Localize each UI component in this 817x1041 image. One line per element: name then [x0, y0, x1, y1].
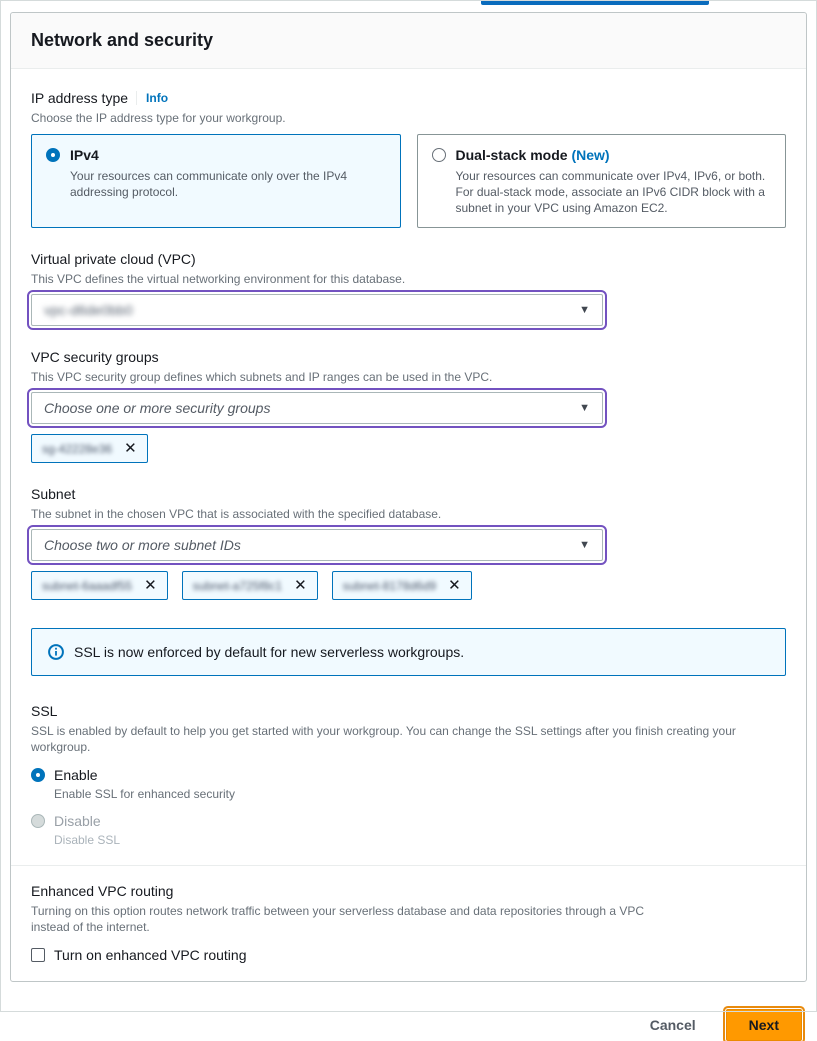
vpc-description: This VPC defines the virtual networking environment for this database. [31, 272, 406, 286]
card-header [11, 13, 806, 69]
ip-address-type-label: IP address type [31, 90, 129, 106]
dismiss-icon[interactable]: ✕ [124, 440, 137, 457]
info-link[interactable]: Info [136, 91, 168, 105]
token-label: sg-42228e36 [42, 441, 113, 456]
vpc-select[interactable] [31, 294, 603, 326]
radio-unchecked-icon[interactable] [432, 148, 446, 162]
tile-content [456, 146, 772, 216]
next-button[interactable]: Next [726, 1009, 802, 1041]
subnet-select-wrap [31, 529, 603, 561]
radio-checked-icon[interactable] [46, 148, 60, 162]
ssl-option-enable[interactable] [31, 766, 786, 801]
tile-content [70, 146, 386, 216]
enhanced-vpc-routing-checkbox-row [31, 947, 786, 963]
security-groups-select[interactable] [31, 392, 603, 424]
field-ip-address-type [31, 89, 786, 228]
radio-content [54, 812, 120, 847]
vpc-selected-value: vpc-d6de0bb0 [44, 302, 133, 318]
checkbox-unchecked-icon[interactable] [31, 948, 45, 962]
token-subnet [332, 571, 472, 600]
field-enhanced-vpc-routing [31, 882, 786, 963]
radio-checked-icon[interactable] [31, 768, 45, 782]
ssl-option-disable [31, 812, 786, 847]
token-label: subnet-8178d6d9 [342, 578, 437, 593]
enhanced-vpc-routing-label: Enhanced VPC routing [31, 883, 174, 899]
ssl-disable-label: Disable [54, 813, 101, 829]
ssl-description: SSL is enabled by default to help you get started with your workgroup. You can change the SSL settings after you finish creating your workgroup. [31, 724, 736, 754]
subnet-label: Subnet [31, 486, 76, 502]
dual-stack-label [456, 146, 772, 164]
token-label: subnet-a725f8c1 [192, 578, 283, 593]
ipv4-label: IPv4 [70, 147, 99, 163]
radio-tile-ipv4[interactable] [31, 134, 401, 228]
token-subnet [182, 571, 318, 600]
chevron-down-icon: ▼ [579, 303, 590, 316]
token-label: subnet-6aaadf55 [42, 578, 133, 593]
dual-stack-description: Your resources can communicate over IPv4, IPv6, or both. For dual-stack mode, associate an IPv6 CIDR block with a subnet in your VPC using Amazon EC2. [455, 169, 766, 215]
network-security-card [10, 12, 807, 982]
card-title: Network and security [31, 30, 214, 50]
ipv4-description: Your resources can communicate only over the IPv4 addressing protocol. [70, 169, 348, 199]
field-ssl [31, 702, 786, 847]
security-group-tokens [31, 434, 786, 463]
radio-content [54, 766, 235, 801]
card-body [11, 69, 806, 981]
chevron-down-icon: ▼ [579, 401, 590, 414]
token-subnet [31, 571, 168, 600]
dual-stack-label-text: Dual-stack mode [455, 147, 568, 163]
ssl-label: SSL [31, 703, 58, 719]
field-vpc [31, 250, 786, 326]
new-badge: (New) [571, 147, 610, 163]
enhanced-vpc-routing-checkbox-label[interactable]: Turn on enhanced VPC routing [54, 947, 247, 963]
dismiss-icon[interactable]: ✕ [448, 577, 461, 594]
ip-address-type-options [31, 134, 786, 228]
cancel-button[interactable]: Cancel [646, 1011, 700, 1039]
security-groups-description: This VPC security group defines which subnets and IP ranges can be used in the VPC. [31, 370, 493, 384]
vpc-select-wrap [31, 294, 603, 326]
vpc-label: Virtual private cloud (VPC) [31, 251, 196, 267]
field-subnet [31, 485, 786, 600]
ssl-disable-description: Disable SSL [54, 833, 121, 847]
partial-button-top[interactable] [481, 0, 709, 5]
subnet-description: The subnet in the chosen VPC that is associated with the specified database. [31, 507, 442, 521]
ip-address-type-label-row [31, 89, 786, 107]
radio-tile-dual-stack[interactable] [417, 134, 787, 228]
radio-disabled-icon [31, 814, 45, 828]
token-security-group [31, 434, 148, 463]
dismiss-icon[interactable]: ✕ [294, 577, 307, 594]
ssl-enable-description: Enable SSL for enhanced security [54, 787, 236, 801]
security-groups-placeholder: Choose one or more security groups [44, 400, 271, 416]
subnet-select[interactable] [31, 529, 603, 561]
ip-address-type-description: Choose the IP address type for your workgroup. [31, 111, 286, 125]
enhanced-vpc-routing-description: Turning on this option routes network traffic between your serverless database and data repositories through a VPC instead of the internet. [31, 904, 645, 934]
ssl-enable-label: Enable [54, 767, 98, 783]
subnet-placeholder: Choose two or more subnet IDs [44, 537, 241, 553]
field-security-groups [31, 348, 786, 463]
info-icon [48, 644, 64, 660]
ssl-info-alert [31, 628, 786, 676]
security-groups-label: VPC security groups [31, 349, 159, 365]
chevron-down-icon: ▼ [579, 538, 590, 551]
subnet-tokens [31, 571, 786, 600]
alert-text: SSL is now enforced by default for new serverless workgroups. [74, 644, 465, 660]
security-groups-select-wrap [31, 392, 603, 424]
dismiss-icon[interactable]: ✕ [144, 577, 157, 594]
section-divider [11, 865, 806, 866]
